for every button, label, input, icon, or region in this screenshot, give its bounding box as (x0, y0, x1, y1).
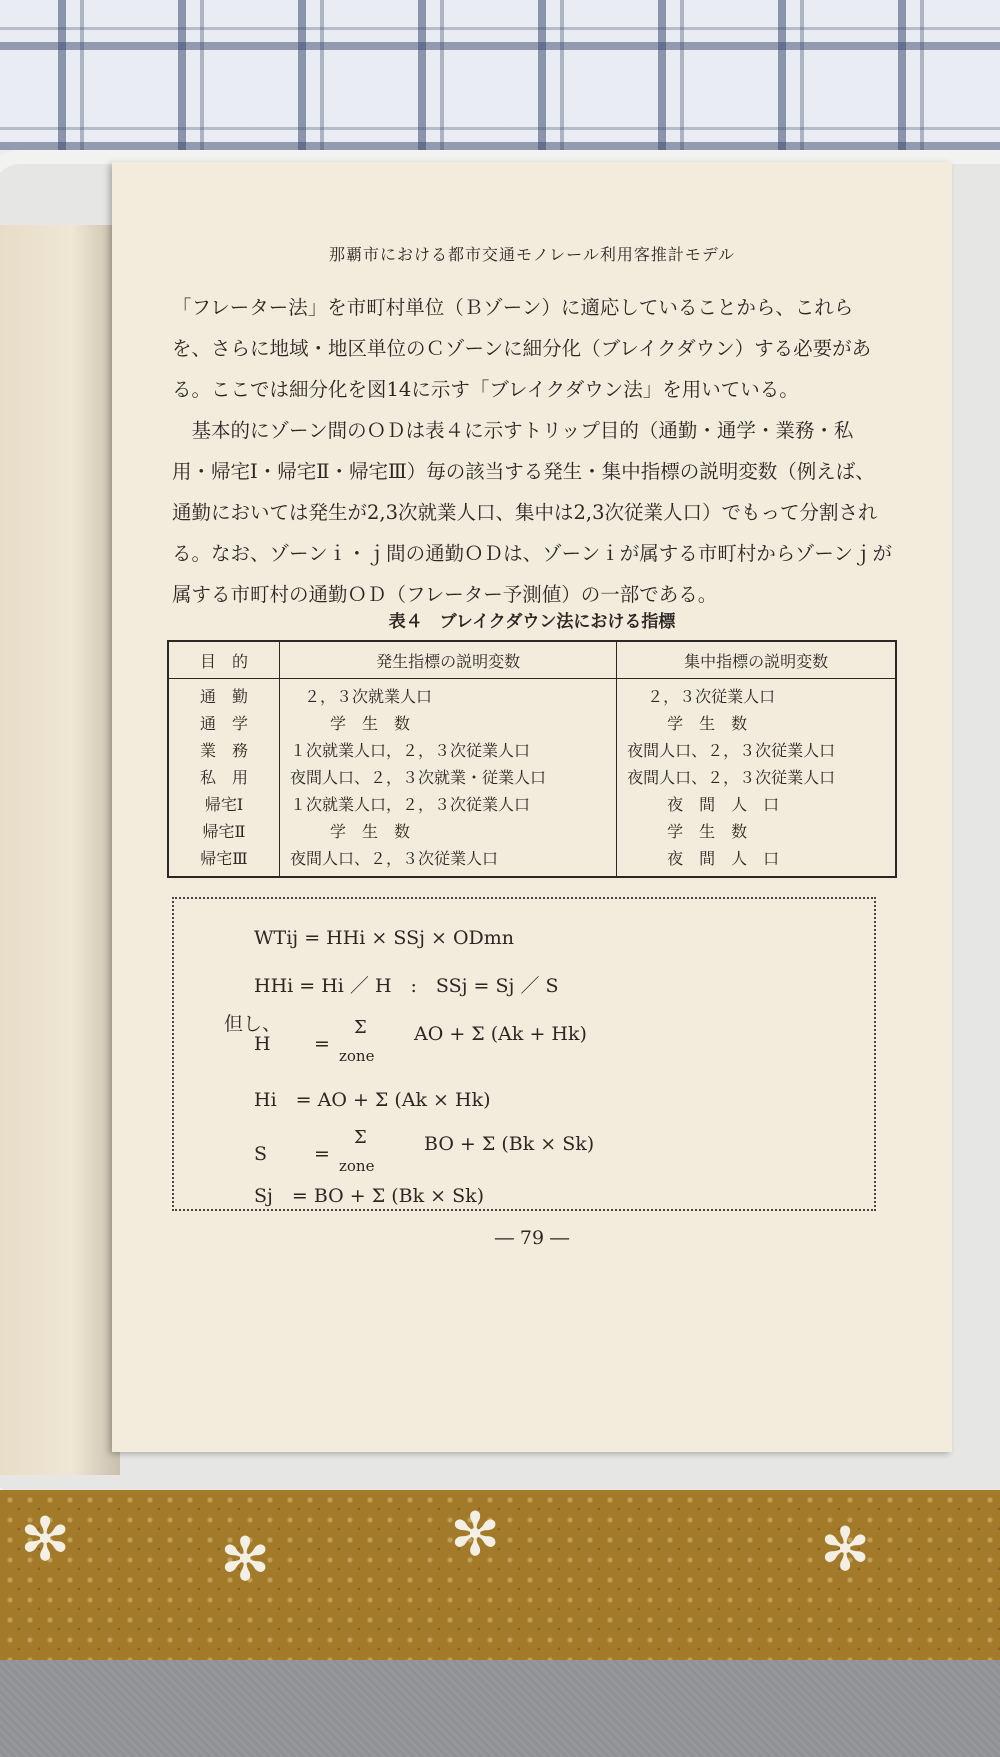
purpose-cell: 帰宅Ⅱ (202, 822, 246, 841)
book-left-page-edge (0, 225, 120, 1475)
formula-h-sigma: Σ (354, 1017, 367, 1038)
breakdown-indicator-table (167, 640, 897, 878)
document-page (112, 162, 952, 1452)
paragraph-1: 「フレーター法」を市町村単位（Ｂゾーン）に適応していることから、これらを、さらに地域・地区単位のＣゾーンに細分化（ブレイクダウン）する必要がある。ここでは細分化を図14に示す「ブレイクダウン法」を用いている。 (172, 296, 872, 401)
table-title: 表４ ブレイクダウン法における指標 (388, 612, 676, 632)
table-body-row (168, 679, 896, 878)
concentration-cell: 夜 間 人 口 (667, 849, 780, 868)
concentration-cell: 学 生 数 (667, 822, 748, 841)
formula-s-zone: zone (339, 1157, 375, 1175)
purpose-column (168, 679, 280, 878)
formula-hi: Hi = AO + Σ (Ak × Hk) (254, 1089, 491, 1111)
paragraph-2: 基本的にゾーン間のＯＤは表４に示すトリップ目的（通勤・通学・業務・私用・帰宅Ⅰ・帰宅Ⅱ・帰宅Ⅲ）毎の該当する発生・集中指標の説明変数（例えば、通勤においては発生が2,3次就業人口、集中は2,3次従業人口）でもって分割される。なお、ゾーンｉ・ｊ間の通勤ＯＤは、ゾーンｉが属する市町村からゾーンｊが属する市町村の通勤ＯＤ（フレーター予測値）の一部である。 (172, 419, 892, 606)
dragonfly-motif-icon: ✻ (820, 1515, 871, 1585)
generation-cell: 学 生 数 (330, 822, 411, 841)
purpose-cell: 帰宅Ⅲ (200, 849, 248, 868)
concentration-cell: 夜間人口、２，３次従業人口 (627, 768, 836, 787)
purpose-cell: 業 務 (199, 741, 248, 760)
header-concentration: 集中指標の説明変数 (617, 641, 896, 679)
formula-s-sigma: Σ (354, 1127, 367, 1148)
header-purpose: 目 的 (168, 641, 280, 679)
purpose-cell: 帰宅Ⅰ (204, 795, 244, 814)
carpet-background (0, 1660, 1000, 1757)
formula-h-zone: zone (339, 1047, 375, 1065)
running-header: 那覇市における都市交通モノレール利用客推計モデル (328, 245, 736, 264)
dragonfly-motif-icon: ✻ (220, 1525, 271, 1595)
formula-box (172, 897, 876, 1211)
concentration-cell: 学 生 数 (667, 714, 748, 733)
formula-tadashi: 但し、 (224, 1013, 282, 1035)
generation-cell: １次就業人口，２，３次従業人口 (290, 741, 531, 760)
generation-cell: １次就業人口，２，３次従業人口 (290, 795, 531, 814)
concentration-cell: 夜間人口、２，３次従業人口 (627, 741, 836, 760)
concentration-cell: ２，３次従業人口 (647, 687, 776, 706)
body-text (172, 287, 892, 615)
dragonfly-motif-icon: ✻ (20, 1505, 71, 1575)
generation-cell: ２，３次就業人口 (304, 687, 433, 706)
formula-s-lhs: S (254, 1143, 268, 1165)
formula-h-eq: = (314, 1033, 330, 1055)
formula-wtij: WTij = HHi × SSj × ODmn (254, 927, 515, 949)
generation-cell: 夜間人口、２，３次就業・従業人口 (290, 768, 547, 787)
patterned-fabric-background (0, 1490, 1000, 1670)
concentration-column (617, 679, 896, 878)
formula-s-rhs: BO + Σ (Bk × Sk) (424, 1133, 595, 1155)
table-header-row (168, 641, 896, 679)
dragonfly-motif-icon: ✻ (450, 1500, 501, 1570)
generation-column (280, 679, 617, 878)
concentration-cell: 夜 間 人 口 (667, 795, 780, 814)
formula-sj: Sj = BO + Σ (Bk × Sk) (254, 1185, 485, 1207)
formula-s-eq: = (314, 1143, 330, 1165)
formula-h-rhs: AO + Σ (Ak + Hk) (414, 1023, 587, 1045)
generation-cell: 学 生 数 (330, 714, 411, 733)
purpose-cell: 通 勤 (199, 687, 248, 706)
generation-cell: 夜間人口、２，３次従業人口 (290, 849, 499, 868)
page-number: ― 79 ― (494, 1227, 570, 1249)
formula-hhi-ssj: HHi = Hi ／ H : SSj = Sj ／ S (254, 975, 559, 997)
header-generation: 発生指標の説明変数 (280, 641, 617, 679)
purpose-cell: 通 学 (199, 714, 248, 733)
formula-h-lhs: H (254, 1033, 271, 1055)
purpose-cell: 私 用 (199, 768, 248, 787)
